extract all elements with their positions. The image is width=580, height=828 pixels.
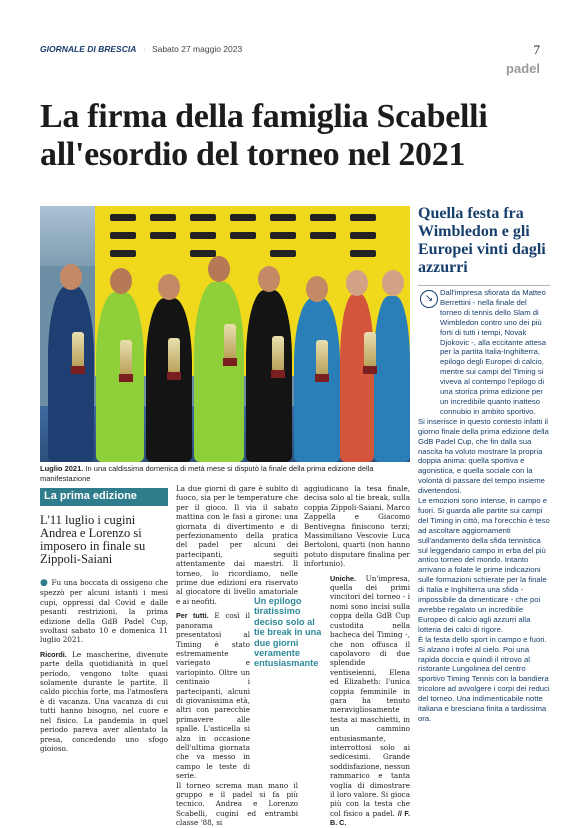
headline-line-2: all'esordio del torneo nel 2021 [40, 136, 466, 173]
caption-text: In una caldissima domenica di metà mese si disputò la finale della prima edizione della manifestazione [40, 464, 374, 483]
column-1-paragraph-2: Ricordi. Le mascherine, divenute parte della quotidianità in quel periodo, vengono tolte quasi solamente durante le partite. Il caldo picchia forte, ma l'atmosfera è di vacanza. Una vacanza di cui tutti hanno bisogno, nel cuore e nel fisico. La pandemia in quel periodo pareva aver allentato la presa, concedendo uno sfogo gioioso. [40, 649, 168, 753]
header-separator: · [142, 44, 146, 54]
section-label: padel [506, 61, 540, 76]
signature: // F. B. C. [330, 808, 410, 828]
page-header [40, 44, 540, 58]
sidebar-divider [418, 285, 550, 286]
article-subtitle: L'11 luglio i cugini Andrea e Lorenzo si imposero in finale su Zippoli-Saiani [40, 513, 146, 566]
photo-caption [40, 464, 410, 484]
caption-lead: Luglio 2021. [40, 464, 84, 473]
section-tag-label: La prima edizione [44, 490, 137, 502]
column-2-paragraph-2: Per tutti. E così il panorama presentatosi al Timing è stato estremamente variegato e variopinto. Oltre un centinaio i partecipanti, alcuni di giovanissima età, altri con parecchie primavere alle spalle. L'asticella si alza in occasione dell'ultima giornata che va messo in campo le teste di serie. [176, 611, 250, 781]
sidebar-paragraph-2: Si inserisce in questo contesto infatti il giorno finale della prima edizione della GdB Padel Cup, che fin dalla sua nascita ha voluto mostrare la propria doppia anima: quella sportiva e agonistica, e quella sociale con la volontà di passare del tempo insieme divertendosi. [418, 416, 549, 496]
column-3-paragraph-2: Uniche. Un'impresa, quella dei primi vincitori del torneo - i nomi sono incisi sulla coppa della GdB Cup custodita nella bacheca del Timing -, che non offusca il capolavoro di due splendide ventiseienni, Elena ed Elizabeth: l'unica coppia femminile in gara ha tenuto meravigliosamente testa ai maschietti, in un cammino entusiasmante, interrottosi solo ai sedicesimi. Grande soddisfazione, nessun rammarico e tanta voglia di dimostrare il loro valore. Si gioca più con la testa che col fisico a padel. // F. B. C. [330, 573, 410, 828]
column-3-paragraph-1: aggiudicano la tesa finale, decisa solo al tie break, sulla coppia Zippoli-Saiani. Marco Zappella e Giacomo Bentivegna finiscono terzi; Massimiliano Vescovie Luca Bertoloni, quarti (non hanno potuto disputare finalina per infortunio). [304, 484, 410, 569]
sidebar-paragraph-4: È la festa dello sport in campo e fuori. Si alzano i trofei al cielo. Poi una rapida doccia e quindi il ritrovo al ristorante Lungolinea del centro sportivo Timing Tennis con la bandiera tricolore ad avvolgere i corpi dei reduci del torneo. Una indimenticabile notte italiana e bresciana finita a tardissima ora. [418, 634, 550, 723]
arrow-icon: ↘ [420, 290, 438, 308]
sidebar-paragraph-3: Le emozioni sono intense, in campo e fuori. Si guarda alle partite sui campi del Timing in cittò, ma l'orecchio è teso ad ascoltare aggiornamenti sull'andamento della sfida tennistica sul leggendario campo in erba del più antico torneo del mondo. Intanto arrivano a folate le prime indicazioni sulle formazioni schierate per la finale di Italia e Inghilterra una sfida - impossibile da dimenticare - che poi avrebbe regalato un incredibile Europeo di calcio agli azzurri alla lotteria dei calci di rigore. [418, 496, 550, 634]
sidebar-body [418, 288, 550, 724]
column-2-paragraph-3: Il torneo screma man mano il gruppo e il padel si fa più tecnico. Andrea e Lorenzo Scabelli, cugini ed entrambi classe '88, si [176, 780, 298, 828]
headline-line-1: La firma della famiglia Scabelli [40, 98, 488, 135]
sidebar-paragraph-1: Dall'impresa sfiorata da Matteo Berrettini - nella finale del torneo di tennis dello Slam di Wimbledon contro uno dei più forti di tutti i tempi, Novak Djokovic -, alla eccitante attesa per la partita Italia-Inghilterra, epilogo degli Europei di calcio, mentre sui campi del Timing si viveva al contempo l'epilogo di una storica prima edizione per un incredibile quanto inatteso connubio in ambito sportivo. [440, 288, 546, 416]
column-1-paragraph-1: ● Fu una boccata di ossigeno che spezzò per alcuni istanti i mesi cupi, oppressi dal Covid e dalle pesanti restrizioni, la prima edizione della GdB Padel Cup, svoltasi sabato 10 e domenica 11 luglio 2021. [40, 578, 168, 645]
pull-quote: Un epilogo tiratissimo deciso solo al tie break in una due giorni veramente entusiasmante [254, 596, 322, 669]
bullet-icon: ● [40, 578, 52, 588]
masthead: GIORNALE DI BRESCIA [40, 44, 137, 54]
column-2-paragraph-1: La due giorni di gare è subito di fuoco, sia per le temperature che per il gioco. Il via il sabato mattina con le fasi a girone: una giornata di divertimento e di perfezionamento della pratica del padel per alcuni dei partecipanti, seguiti attentamente dai maestri. Il torneo, lo ricordiamo, nelle prime due edizioni era riservato al giocatore di livello amatoriale e ai neofiti. [176, 484, 298, 606]
publication-date: Sabato 27 maggio 2023 [151, 44, 243, 54]
page-number: 7 [533, 42, 540, 57]
section-tag [40, 488, 168, 506]
team-photo [40, 206, 410, 462]
article-column-1 [40, 578, 168, 753]
sidebar-title: Quella festa fra Wimbledon e gli Europei vinti dagli azzurri [418, 205, 546, 276]
headline [40, 98, 550, 174]
sidebar-box [418, 205, 550, 277]
